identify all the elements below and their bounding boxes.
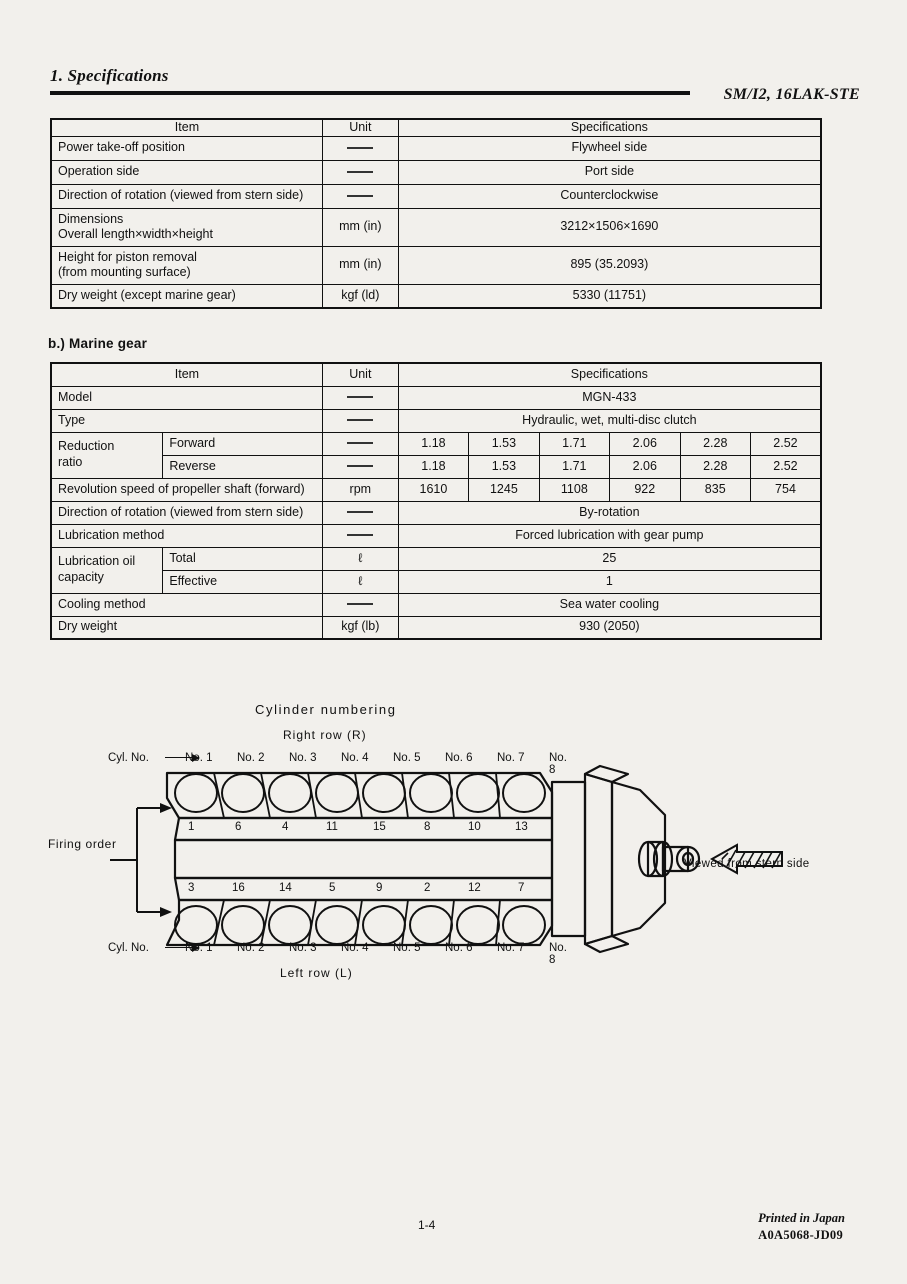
cell-item: Dry weight [51,616,322,639]
table-row [51,455,821,478]
cell-item-line1: Height for piston removal [58,249,197,264]
firing-num-l1: 3 [188,882,195,894]
cyl-label-3: No. 3 [289,942,317,954]
cell-value: 922 [610,478,680,501]
table-row [51,432,821,455]
cell-value: 1.71 [539,432,609,455]
cell-value: 2.28 [680,432,750,455]
print-info [758,1210,845,1244]
firing-num-l6: 2 [424,882,431,894]
table-row [51,593,821,616]
cyl-label-2: No. 2 [237,752,265,764]
dash-mark [347,534,373,536]
cell-unit [322,593,398,616]
table-row [51,501,821,524]
col-header-specifications: Specifications [398,119,821,136]
cell-item-line2: (from mounting surface) [58,265,191,280]
cell-value: 2.06 [610,432,680,455]
cell-unit [322,184,398,208]
oil-label-line2: capacity [58,570,104,584]
cyl-label-6: No. 6 [445,942,473,954]
page-header [50,66,860,108]
cell-item [51,246,322,284]
cell-value: 1.53 [469,455,539,478]
cell-spec: Port side [398,160,821,184]
cyl-label-1: No. 1 [185,942,213,954]
cell-unit: rpm [322,478,398,501]
cyl-label-8: No. 8 [549,752,567,776]
cell-value: 1.18 [398,432,468,455]
cell-item-line1: Dimensions [58,211,124,226]
header-rule [50,91,690,95]
cell-spec: 5330 (11751) [398,284,821,308]
cell-item [51,208,322,246]
col-header-item: Item [51,363,322,386]
cell-item: Power take-off position [51,136,322,160]
cyl-label-8: No. 8 [549,942,567,966]
cell-unit [322,432,398,455]
cell-unit [322,501,398,524]
cell-unit [322,160,398,184]
dash-mark [347,442,373,444]
cell-spec: 3212×1506×1690 [398,208,821,246]
cyl-label-5: No. 5 [393,942,421,954]
right-row-label: Right row (R) [283,728,367,742]
cell-item: Dry weight (except marine gear) [51,284,322,308]
cell-item: Operation side [51,160,322,184]
cell-value: 1108 [539,478,609,501]
cell-value: 835 [680,478,750,501]
firing-num-r7: 10 [468,821,481,833]
firing-num-l8: 7 [518,882,525,894]
cell-unit [322,524,398,547]
reduction-label-line2: ratio [58,455,83,469]
cell-unit: ℓ [322,570,398,593]
firing-num-r5: 15 [373,821,386,833]
col-header-unit: Unit [322,363,398,386]
col-header-unit: Unit [322,119,398,136]
marine-gear-section-label: b.) Marine gear [48,336,148,351]
document-code: A0A5068-JD09 [758,1227,844,1242]
cell-value: 1.53 [469,432,539,455]
dash-mark [347,396,373,398]
table-row [51,409,821,432]
cell-value: 2.52 [750,455,821,478]
cell-item: Reverse [163,455,323,478]
firing-num-r6: 8 [424,821,431,833]
table-row [51,547,821,570]
dash-mark [347,195,373,197]
left-row-label: Left row (L) [280,966,353,980]
dash-mark [347,147,373,149]
cell-value: 754 [750,478,821,501]
table-row [51,184,821,208]
cell-item: Lubrication method [51,524,322,547]
cyl-label-7: No. 7 [497,752,525,764]
cyl-label-5: No. 5 [393,752,421,764]
firing-num-r3: 4 [282,821,289,833]
cell-unit [322,409,398,432]
firing-num-r1: 1 [188,821,195,833]
cell-spec: Flywheel side [398,136,821,160]
section-title: 1. Specifications [50,66,169,85]
firing-num-l4: 5 [329,882,336,894]
cyl-label-4: No. 4 [341,942,369,954]
cyl-no-label: Cyl. No. [108,752,149,764]
model-code: SM/I2, 16LAK-STE [723,86,860,103]
firing-num-r4: 11 [326,821,338,833]
table-row [51,524,821,547]
cyl-no-label: Cyl. No. [108,942,149,954]
cell-item: Direction of rotation (viewed from stern side) [51,184,322,208]
cell-unit: kgf (ld) [322,284,398,308]
cell-oil-capacity-label [51,547,163,593]
page-number: 1-4 [418,1218,436,1232]
printed-in-label: Printed in Japan [758,1211,845,1225]
cell-item: Model [51,386,322,409]
cell-value: 1.18 [398,455,468,478]
cell-unit [322,455,398,478]
firing-order-label: Firing order [48,837,117,851]
col-header-item: Item [51,119,322,136]
cell-value: 2.52 [750,432,821,455]
table-row [51,284,821,308]
cyl-label-3: No. 3 [289,752,317,764]
table-row [51,246,821,284]
table-row [51,570,821,593]
cell-spec: 895 (35.2093) [398,246,821,284]
table-row [51,616,821,639]
cell-spec: Hydraulic, wet, multi-disc clutch [398,409,821,432]
cell-spec: By-rotation [398,501,821,524]
dash-mark [347,603,373,605]
firing-num-r8: 13 [515,821,528,833]
cell-reduction-ratio-label [51,432,163,478]
cell-unit: mm (in) [322,246,398,284]
firing-num-l7: 12 [468,882,481,894]
engine-block-drawing [0,690,907,1000]
table-row [51,478,821,501]
table-header-row [51,363,821,386]
dash-mark [347,419,373,421]
cell-item: Effective [163,570,323,593]
cell-item: Type [51,409,322,432]
table-row [51,208,821,246]
cell-spec: MGN-433 [398,386,821,409]
dash-mark [347,171,373,173]
table-row [51,386,821,409]
cell-item: Cooling method [51,593,322,616]
cell-item: Total [163,547,323,570]
firing-num-l5: 9 [376,882,383,894]
cell-item: Revolution speed of propeller shaft (forward) [51,478,322,501]
dash-mark [347,511,373,513]
dash-mark [347,465,373,467]
cell-spec: 25 [398,547,821,570]
cell-value: 1610 [398,478,468,501]
cyl-label-1: No. 1 [185,752,213,764]
stern-view-label: Viewed from stern side [684,858,810,870]
col-header-specifications: Specifications [398,363,821,386]
diagram-title: Cylinder numbering [255,702,397,717]
table-header-row [51,119,821,136]
firing-num-l2: 16 [232,882,245,894]
reduction-label-line1: Reduction [58,439,115,454]
cell-spec: Sea water cooling [398,593,821,616]
cell-value: 1245 [469,478,539,501]
cell-value: 2.28 [680,455,750,478]
cell-item: Forward [163,432,323,455]
cylinder-numbering-diagram [0,690,907,1000]
firing-num-r2: 6 [235,821,242,833]
marine-gear-table [50,362,822,640]
cell-spec: Counterclockwise [398,184,821,208]
engine-specifications-table [50,118,822,309]
table-row [51,160,821,184]
cell-unit [322,386,398,409]
cyl-label-4: No. 4 [341,752,369,764]
cell-spec: 930 (2050) [398,616,821,639]
oil-label-line1: Lubrication oil [58,554,136,569]
cell-unit: mm (in) [322,208,398,246]
table-row [51,136,821,160]
cell-unit: kgf (lb) [322,616,398,639]
cell-value: 2.06 [610,455,680,478]
cyl-label-2: No. 2 [237,942,265,954]
cell-unit [322,136,398,160]
cyl-label-7: No. 7 [497,942,525,954]
cell-unit: ℓ [322,547,398,570]
firing-num-l3: 14 [279,882,292,894]
cell-value: 1.71 [539,455,609,478]
cell-spec: Forced lubrication with gear pump [398,524,821,547]
cyl-label-6: No. 6 [445,752,473,764]
cell-item: Direction of rotation (viewed from stern side) [51,501,322,524]
cell-spec: 1 [398,570,821,593]
cell-item-line2: Overall length×width×height [58,227,213,242]
